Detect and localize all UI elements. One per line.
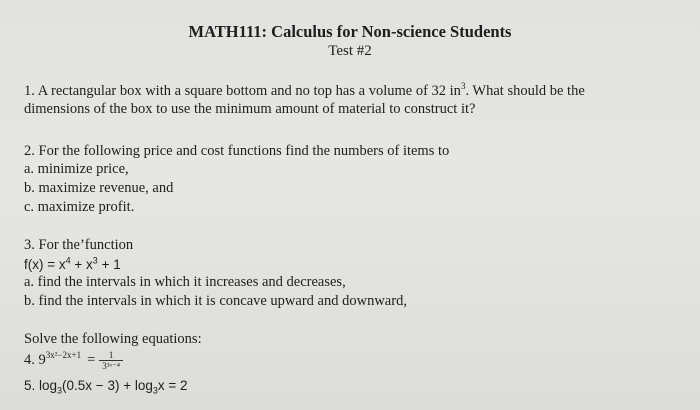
- page-title: MATH111: Calculus for Non-science Students: [188, 22, 512, 41]
- equation-5-middle: (0.5x − 3) + log: [62, 378, 153, 393]
- page-subtitle: Test #2: [328, 43, 372, 59]
- question-2-part-c: c. maximize profit.: [24, 199, 135, 215]
- function-part-a: f(x) = x: [24, 257, 66, 272]
- function-part-b: + x: [70, 257, 93, 272]
- question-2-intro: 2. For the following price and cost functions find the numbers of items to: [24, 143, 450, 159]
- equation-4-fraction: [99, 350, 123, 371]
- equation-5-end: x = 2: [157, 378, 188, 393]
- question-2-part-b: b. maximize revenue, and: [24, 180, 174, 196]
- fraction-denominator: 3³ˣ⁻⁴: [102, 361, 120, 371]
- question-3-intro: 3. For the’function: [24, 237, 134, 253]
- question-1-text-b: . What should be the: [465, 83, 585, 99]
- question-2-part-a: a. minimize price,: [24, 161, 129, 177]
- question-3-function: [24, 256, 121, 273]
- question-1-line-1: [24, 83, 585, 100]
- equation-5-base-1: 3: [57, 385, 63, 396]
- equation-5-base-2: 3: [152, 385, 158, 396]
- question-3-part-a: a. find the intervals in which it increases and decreases,: [24, 274, 346, 290]
- fraction-numerator: 1: [99, 350, 123, 361]
- equation-5-log-a: 5. log: [24, 378, 58, 393]
- solve-heading: Solve the following equations:: [24, 331, 202, 347]
- function-exponent-4: 4: [65, 255, 71, 266]
- equation-4-equals: =: [87, 351, 96, 368]
- function-part-c: + 1: [97, 257, 121, 272]
- question-1-line-2: dimensions of the box to use the minimum amount of material to construct it?: [24, 101, 476, 117]
- equation-4-exponent: 3x²−2x+1: [45, 350, 82, 360]
- equation-4-base: 4. 9: [24, 351, 46, 368]
- question-1-text-a: 1. A rectangular box with a square bottom and no top has a volume of 32 in: [24, 83, 461, 99]
- equation-5: [24, 377, 188, 394]
- equation-4: [24, 350, 123, 371]
- question-1-superscript: 3: [460, 81, 466, 92]
- function-exponent-3: 3: [92, 255, 98, 266]
- question-3-part-b: b. find the intervals in which it is concave upward and downward,: [24, 293, 407, 309]
